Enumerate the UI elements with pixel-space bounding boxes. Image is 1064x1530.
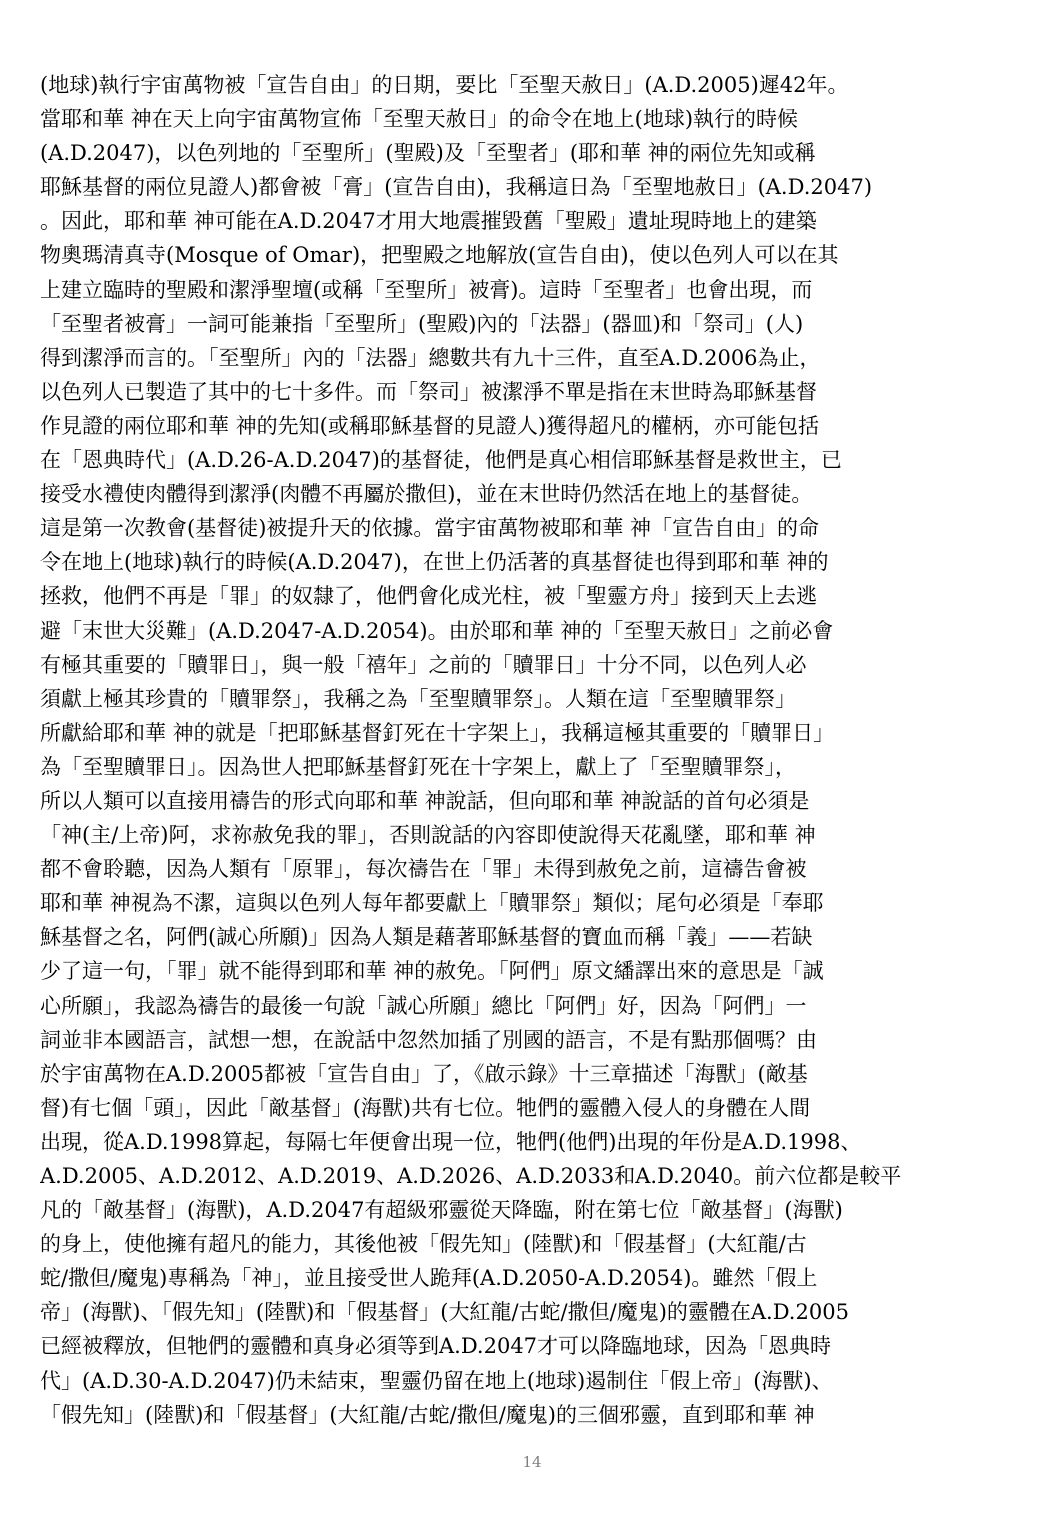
text-line: 「至聖者被膏」一詞可能兼指「至聖所」(聖殿)內的「法器」(器皿)和「祭司」(人) <box>40 311 804 336</box>
text-line: 接受水禮使肉體得到潔淨(肉體不再屬於撒但)，並在末世時仍然活在地上的基督徒。 <box>40 482 813 507</box>
text-line: 穌基督之名，阿們(誠心所願)」因為人類是藉著耶穌基督的寶血而稱「義」——若缺 <box>40 925 813 950</box>
page-number: 14 <box>522 1453 542 1471</box>
text-line: 為「至聖贖罪日」。因為世人把耶穌基督釘死在十字架上，獻上了「至聖贖罪祭」， <box>40 754 796 779</box>
text-line: 少了這一句，「罪」就不能得到耶和華 神的赦免。「阿們」原文繙譯出來的意思是「誠 <box>40 959 824 984</box>
text-line: 。因此，耶和華 神可能在A.D.2047才用大地震摧毀舊「聖殿」遺址現時地上的建築 <box>40 209 817 234</box>
text-line: 得到潔淨而言的。「至聖所」內的「法器」總數共有九十三件，直至A.D.2006為止， <box>40 345 821 370</box>
text-line: 都不會聆聽，因為人類有「原罪」，每次禱告在「罪」未得到赦免之前，這禱告會被 <box>40 857 807 882</box>
text-line: 出現，從A.D.1998算起，每隔七年便會出現一位，牠們(他們)出現的年份是A.D.1998、 <box>40 1129 862 1154</box>
text-line: 帝」(海獸)、「假先知」(陸獸)和「假基督」(大紅龍/古蛇/撒但/魔鬼)的靈體在A.D.2005 <box>40 1300 849 1325</box>
text-line: 凡的「敵基督」(海獸)，A.D.2047有超級邪靈從天降臨，附在第七位「敵基督」(海獸) <box>40 1198 843 1223</box>
text-line: A.D.2005、A.D.2012、A.D.2019、A.D.2026、A.D.2033和A.D.2040。前六位都是較平 <box>40 1164 902 1188</box>
text-line: 物奧瑪清真寺(Mosque of Omar)，把聖殿之地解放(宣告自由)，使以色列人可以在其 <box>40 243 839 268</box>
text-line: 詞並非本國語言，試想一想，在說話中忽然加插了別國的語言，不是有點那個嗎？由 <box>40 1027 817 1052</box>
text-line: 上建立臨時的聖殿和潔淨聖壇(或稱「至聖所」被膏)。這時「至聖者」也會出現，而 <box>40 277 813 302</box>
text-line: 有極其重要的「贖罪日」，與一般「禧年」之前的「贖罪日」十分不同，以色列人必 <box>40 652 807 677</box>
text-line: 避「末世大災難」(A.D.2047-A.D.2054)。由於耶和華 神的「至聖天赦日」之前必會 <box>40 618 834 643</box>
text-line: 所以人類可以直接用禱告的形式向耶和華 神說話，但向耶和華 神說話的首句必須是 <box>40 788 810 813</box>
text-line: 心所願」，我認為禱告的最後一句說「誠心所願」總比「阿們」好，因為「阿們」一 <box>40 993 807 1018</box>
text-line: 以色列人已製造了其中的七十多件。而「祭司」被潔淨不單是指在末世時為耶穌基督 <box>40 379 817 404</box>
text-line: 督)有七個「頭」，因此「敵基督」(海獸)共有七位。牠們的靈體入侵人的身體在人間 <box>40 1095 811 1120</box>
text-line: 當耶和華 神在天上向宇宙萬物宣佈「至聖天赦日」的命令在地上(地球)執行的時候 <box>40 107 799 132</box>
text-line: 這是第一次教會(基督徒)被提升天的依據。當宇宙萬物被耶和華 神「宣告自由」的命 <box>40 516 820 541</box>
text-line: 作見證的兩位耶和華 神的先知(或稱耶穌基督的見證人)獲得超凡的權柄，亦可能包括 <box>40 413 820 438</box>
text-line: 耶穌基督的兩位見證人)都會被「膏」(宣告自由)，我稱這日為「至聖地赦日」(A.D.2047) <box>40 175 873 200</box>
text-line: (A.D.2047)，以色列地的「至聖所」(聖殿)及「至聖者」(耶和華 神的兩位先知或稱 <box>40 141 816 166</box>
text-line: 耶和華 神視為不潔，這與以色列人每年都要獻上「贖罪祭」類似；尾句必須是「奉耶 <box>40 891 824 916</box>
text-line: 代」(A.D.30-A.D.2047)仍未結束，聖靈仍留在地上(地球)遏制住「假上帝」(海獸)、 <box>40 1368 833 1393</box>
text-line: 「假先知」(陸獸)和「假基督」(大紅龍/古蛇/撒但/魔鬼)的三個邪靈，直到耶和華 神 <box>40 1402 815 1427</box>
body-text <box>40 68 1024 1432</box>
text-line: 在「恩典時代」(A.D.26-A.D.2047)的基督徒，他們是真心相信耶穌基督是救世主，已 <box>40 448 842 473</box>
text-line: 的身上，使他擁有超凡的能力，其後他被「假先知」(陸獸)和「假基督」(大紅龍/古 <box>40 1232 807 1257</box>
text-line: 「神(主/上帝)阿，求祢赦免我的罪」，否則說話的內容即使說得天花亂墜，耶和華 神 <box>40 823 816 848</box>
text-line: 已經被釋放，但牠們的靈體和真身必須等到A.D.2047才可以降臨地球，因為「恩典時 <box>40 1334 832 1359</box>
text-line: 蛇/撒但/魔鬼)專稱為「神」，並且接受世人跪拜(A.D.2050-A.D.2054)。雖然「假上 <box>40 1266 818 1291</box>
text-line: 須獻上極其珍貴的「贖罪祭」，我稱之為「至聖贖罪祭」。人類在這「至聖贖罪祭」 <box>40 686 796 711</box>
text-line: 拯救，他們不再是「罪」的奴隸了，他們會化成光柱，被「聖靈方舟」接到天上去逃 <box>40 584 817 609</box>
text-line: 所獻給耶和華 神的就是「把耶穌基督釘死在十字架上」，我稱這極其重要的「贖罪日」 <box>40 720 835 745</box>
text-line: 令在地上(地球)執行的時候(A.D.2047)，在世上仍活著的真基督徒也得到耶和華 神的 <box>40 550 829 575</box>
text-line: 於宇宙萬物在A.D.2005都被「宣告自由」了，《啟示錄》十三章描述「海獸」(敵基 <box>40 1061 808 1086</box>
text-line: (地球)執行宇宙萬物被「宣告自由」的日期，要比「至聖天赦日」(A.D.2005)遲42年。 <box>40 73 849 97</box>
